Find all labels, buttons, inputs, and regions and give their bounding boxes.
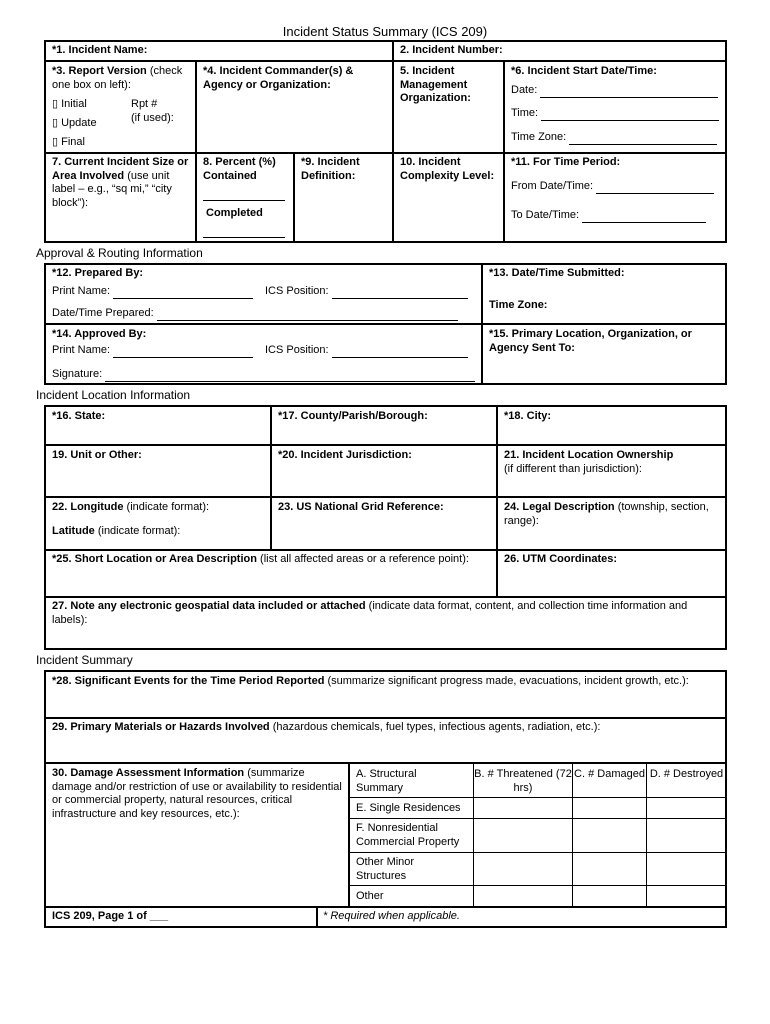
hazards-label: 29. Primary Materials or Hazards Involved (hazardous chemicals, fuel types, infectious agents, radiation, etc.): <box>52 721 601 733</box>
required-note: * Required when applicable. <box>323 910 460 922</box>
unit-label: 19. Unit or Other: <box>52 449 142 461</box>
location-section-title: Incident Location Information <box>36 388 191 402</box>
prepared-ics-position-field[interactable]: ICS Position: <box>265 285 468 299</box>
prepared-print-name-field[interactable]: Print Name: <box>52 285 253 299</box>
from-datetime-field[interactable]: From Date/Time: <box>511 180 714 194</box>
approved-ics-position-field[interactable]: ICS Position: <box>265 344 468 358</box>
commander-label: *4. Incident Commander(s) & Agency or Organization: <box>203 65 354 91</box>
short-location-label: *25. Short Location or Area Description (list all affected areas or a reference point): <box>52 553 469 565</box>
incident-name-label: *1. Incident Name: <box>52 44 148 56</box>
grid-reference-label: 23. US National Grid Reference: <box>278 501 444 513</box>
row-other-minor: Other Minor Structures <box>356 856 415 882</box>
approval-section-title: Approval & Routing Information <box>36 246 203 260</box>
datetime-prepared-field[interactable]: Date/Time Prepared: <box>52 307 458 321</box>
update-checkbox[interactable]: ▯ Update <box>52 117 97 129</box>
col-b-header: B. # Threatened (72 hrs) <box>474 768 572 794</box>
latitude-label: Latitude (indicate format): <box>52 525 181 537</box>
city-label: *18. City: <box>504 410 552 422</box>
utm-label: 26. UTM Coordinates: <box>504 553 618 565</box>
to-datetime-field[interactable]: To Date/Time: <box>511 209 706 223</box>
complexity-label: 10. Incident Complexity Level: <box>400 156 495 182</box>
report-version-label: *3. Report Version (check one box on left): <box>52 65 183 91</box>
sent-to-label: *15. Primary Location, Organization, or Agency Sent To: <box>489 328 692 354</box>
submitted-label: *13. Date/Time Submitted: <box>489 267 625 279</box>
legal-description-label: 24. Legal Description (township, section, range): <box>504 501 709 527</box>
approved-print-name-field[interactable]: Print Name: <box>52 344 253 358</box>
col-d-header: D. # Destroyed <box>649 768 724 780</box>
start-timezone-field[interactable]: Time Zone: <box>511 131 717 145</box>
signature-field[interactable]: Signature: <box>52 368 475 382</box>
col-a-header: A. Structural Summary <box>356 768 417 794</box>
incident-size-label: 7. Current Incident Size or Area Involved (use unit label – e.g., “sq mi,” “city block”): <box>52 156 189 209</box>
page-number-label: ICS 209, Page 1 of ___ <box>52 910 169 922</box>
geospatial-label: 27. Note any electronic geospatial data included or attached (indicate data format, content, and collection time information and labels): <box>52 600 688 626</box>
form-title: Incident Status Summary (ICS 209) <box>282 24 488 39</box>
start-time-field[interactable]: Time: <box>511 107 719 121</box>
damage-assessment-label: 30. Damage Assessment Information (summarize damage and/or restriction of use or availability to residential or commercial property, natural resources, critical infrastructure and key resources, etc.): <box>52 767 342 820</box>
approved-by-label: *14. Approved By: <box>52 328 147 340</box>
incident-number-label: 2. Incident Number: <box>400 44 503 56</box>
ownership-label: 21. Incident Location Ownership (if different than jurisdiction): <box>504 449 674 475</box>
rpt-label: Rpt # <box>131 98 158 110</box>
summary-section-title: Incident Summary <box>36 653 133 667</box>
mgmt-org-label: 5. Incident Management Organization: <box>400 65 471 104</box>
final-checkbox[interactable]: ▯ Final <box>52 136 85 148</box>
start-datetime-label: *6. Incident Start Date/Time: <box>511 65 657 77</box>
significant-events-label: *28. Significant Events for the Time Period Reported (summarize significant progress made, evacuations, incident growth, etc.): <box>52 675 689 687</box>
time-period-label: *11. For Time Period: <box>511 156 621 168</box>
prepared-by-label: *12. Prepared By: <box>52 267 144 279</box>
if-used-label: (if used): <box>131 112 174 124</box>
row-nonresidential: F. Nonresidential Commercial Property <box>356 822 460 848</box>
start-date-field[interactable]: Date: <box>511 84 718 98</box>
incident-definition-label: *9. Incident Definition: <box>301 156 360 182</box>
row-other: Other <box>356 890 384 902</box>
percent-contained-label: 8. Percent (%) Contained <box>203 156 276 182</box>
submitted-timezone-label: Time Zone: <box>489 299 548 311</box>
completed-label: Completed <box>206 207 263 219</box>
col-c-header: C. # Damaged <box>574 768 645 780</box>
longitude-label: 22. Longitude (indicate format): <box>52 501 210 513</box>
initial-checkbox[interactable]: ▯ Initial <box>52 98 87 110</box>
state-label: *16. State: <box>52 410 106 422</box>
row-single-residences: E. Single Residences <box>356 802 461 814</box>
county-label: *17. County/Parish/Borough: <box>278 410 428 422</box>
jurisdiction-label: *20. Incident Jurisdiction: <box>278 449 412 461</box>
